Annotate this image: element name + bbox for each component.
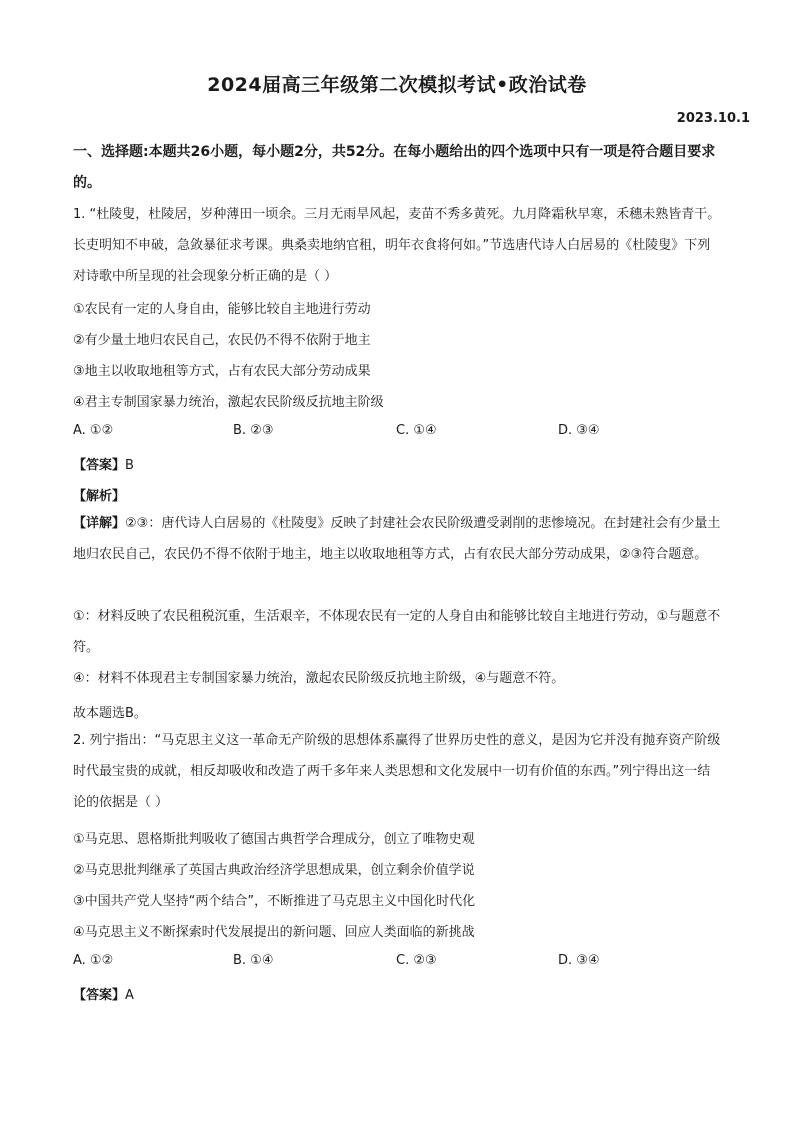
- question-1-detail: [73, 508, 723, 570]
- answer-label: 【答案】: [73, 988, 126, 1003]
- question-1-option-b: B. ②③: [233, 423, 274, 438]
- answer-label: 【答案】: [73, 458, 126, 473]
- question-1-note-1: ①：材料反映了农民租税沉重，生活艰辛，不体现农民有一定的人身自由和能够比较自主地进行劳动，①与题意不符。: [73, 609, 721, 655]
- exam-date: 2023.10.1: [676, 111, 750, 126]
- question-1-option-d: D. ③④: [558, 423, 600, 438]
- section-heading: 一、选择题:本题共26小题，每小题2分，共52分。在每小题给出的四个选项中只有一项是符合题目要求的。: [73, 144, 716, 191]
- question-2-option-d: D. ③④: [558, 953, 600, 968]
- question-2-option-a: A. ①②: [73, 953, 114, 968]
- answer-value: B: [125, 458, 134, 473]
- question-1-answer: [73, 454, 134, 473]
- question-1-item: ③地主以收取地租等方式，占有农民大部分劳动成果: [73, 364, 371, 379]
- question-1-option-a: A. ①②: [73, 423, 114, 438]
- question-1-note-2: ④：材料不体现君主专制国家暴力统治，激起农民阶级反抗地主阶级，④与题意不符。: [73, 671, 565, 686]
- question-2-item: ①马克思、恩格斯批判吸收了德国古典哲学合理成分，创立了唯物史观: [73, 832, 475, 847]
- detail-label: 【详解】: [73, 516, 126, 531]
- page-title: 2024届高三年级第二次模拟考试•政治试卷: [207, 74, 587, 96]
- question-1-analysis-label: 【解析】: [73, 489, 126, 504]
- question-1-stem: 1. “杜陵叟，杜陵居，岁种薄田一顷余。三月无雨旱风起，麦苗不秀多黄死。九月降霜秋早寒，禾穗未熟皆青干。长吏明知不申破，急敛暴征求考课。典桑卖地纳官租，明年衣食将何如。”节选唐代诗人白居易的《杜陵叟》下列对诗歌中所呈现的社会现象分析正确的是（ ）: [73, 207, 721, 284]
- detail-text: ②③：唐代诗人白居易的《杜陵叟》反映了封建社会农民阶级遭受剥削的悲惨境况。在封建社会有少量土地归农民自己，农民仍不得不依附于地主，地主以收取地租等方式，占有农民大部分劳动成果，②③符合题意。: [73, 516, 721, 562]
- question-2-option-c: C. ②③: [396, 953, 437, 968]
- question-2-answer: [73, 984, 134, 1003]
- question-2-option-b: B. ①④: [233, 953, 274, 968]
- question-1-option-c: C. ①④: [396, 423, 437, 438]
- question-1-item: ①农民有一定的人身自由，能够比较自主地进行劳动: [73, 302, 371, 317]
- question-1-item: ④君主专制国家暴力统治，激起农民阶级反抗地主阶级: [73, 395, 384, 410]
- question-2-item: ④马克思主义不断探索时代发展提出的新问题、回应人类面临的新挑战: [73, 925, 475, 940]
- question-2-item: ③中国共产党人坚持“两个结合”，不断推进了马克思主义中国化时代化: [73, 894, 476, 909]
- question-2-item: ②马克思批判继承了英国古典政治经济学思想成果，创立剩余价值学说: [73, 863, 475, 878]
- question-2-stem: 2. 列宁指出：“马克思主义这一革命无产阶级的思想体系赢得了世界历史性的意义，是因为它并没有抛弃资产阶级时代最宝贵的成就，相反却吸收和改造了两千多年来人类思想和文化发展中一切有价值的东西。”列宁得出这一结论的依据是（ ）: [73, 733, 721, 810]
- question-1-item: ②有少量土地归农民自己，农民仍不得不依附于地主: [73, 333, 371, 348]
- answer-value: A: [125, 988, 134, 1003]
- question-1-conclusion: 故本题选B。: [73, 706, 147, 721]
